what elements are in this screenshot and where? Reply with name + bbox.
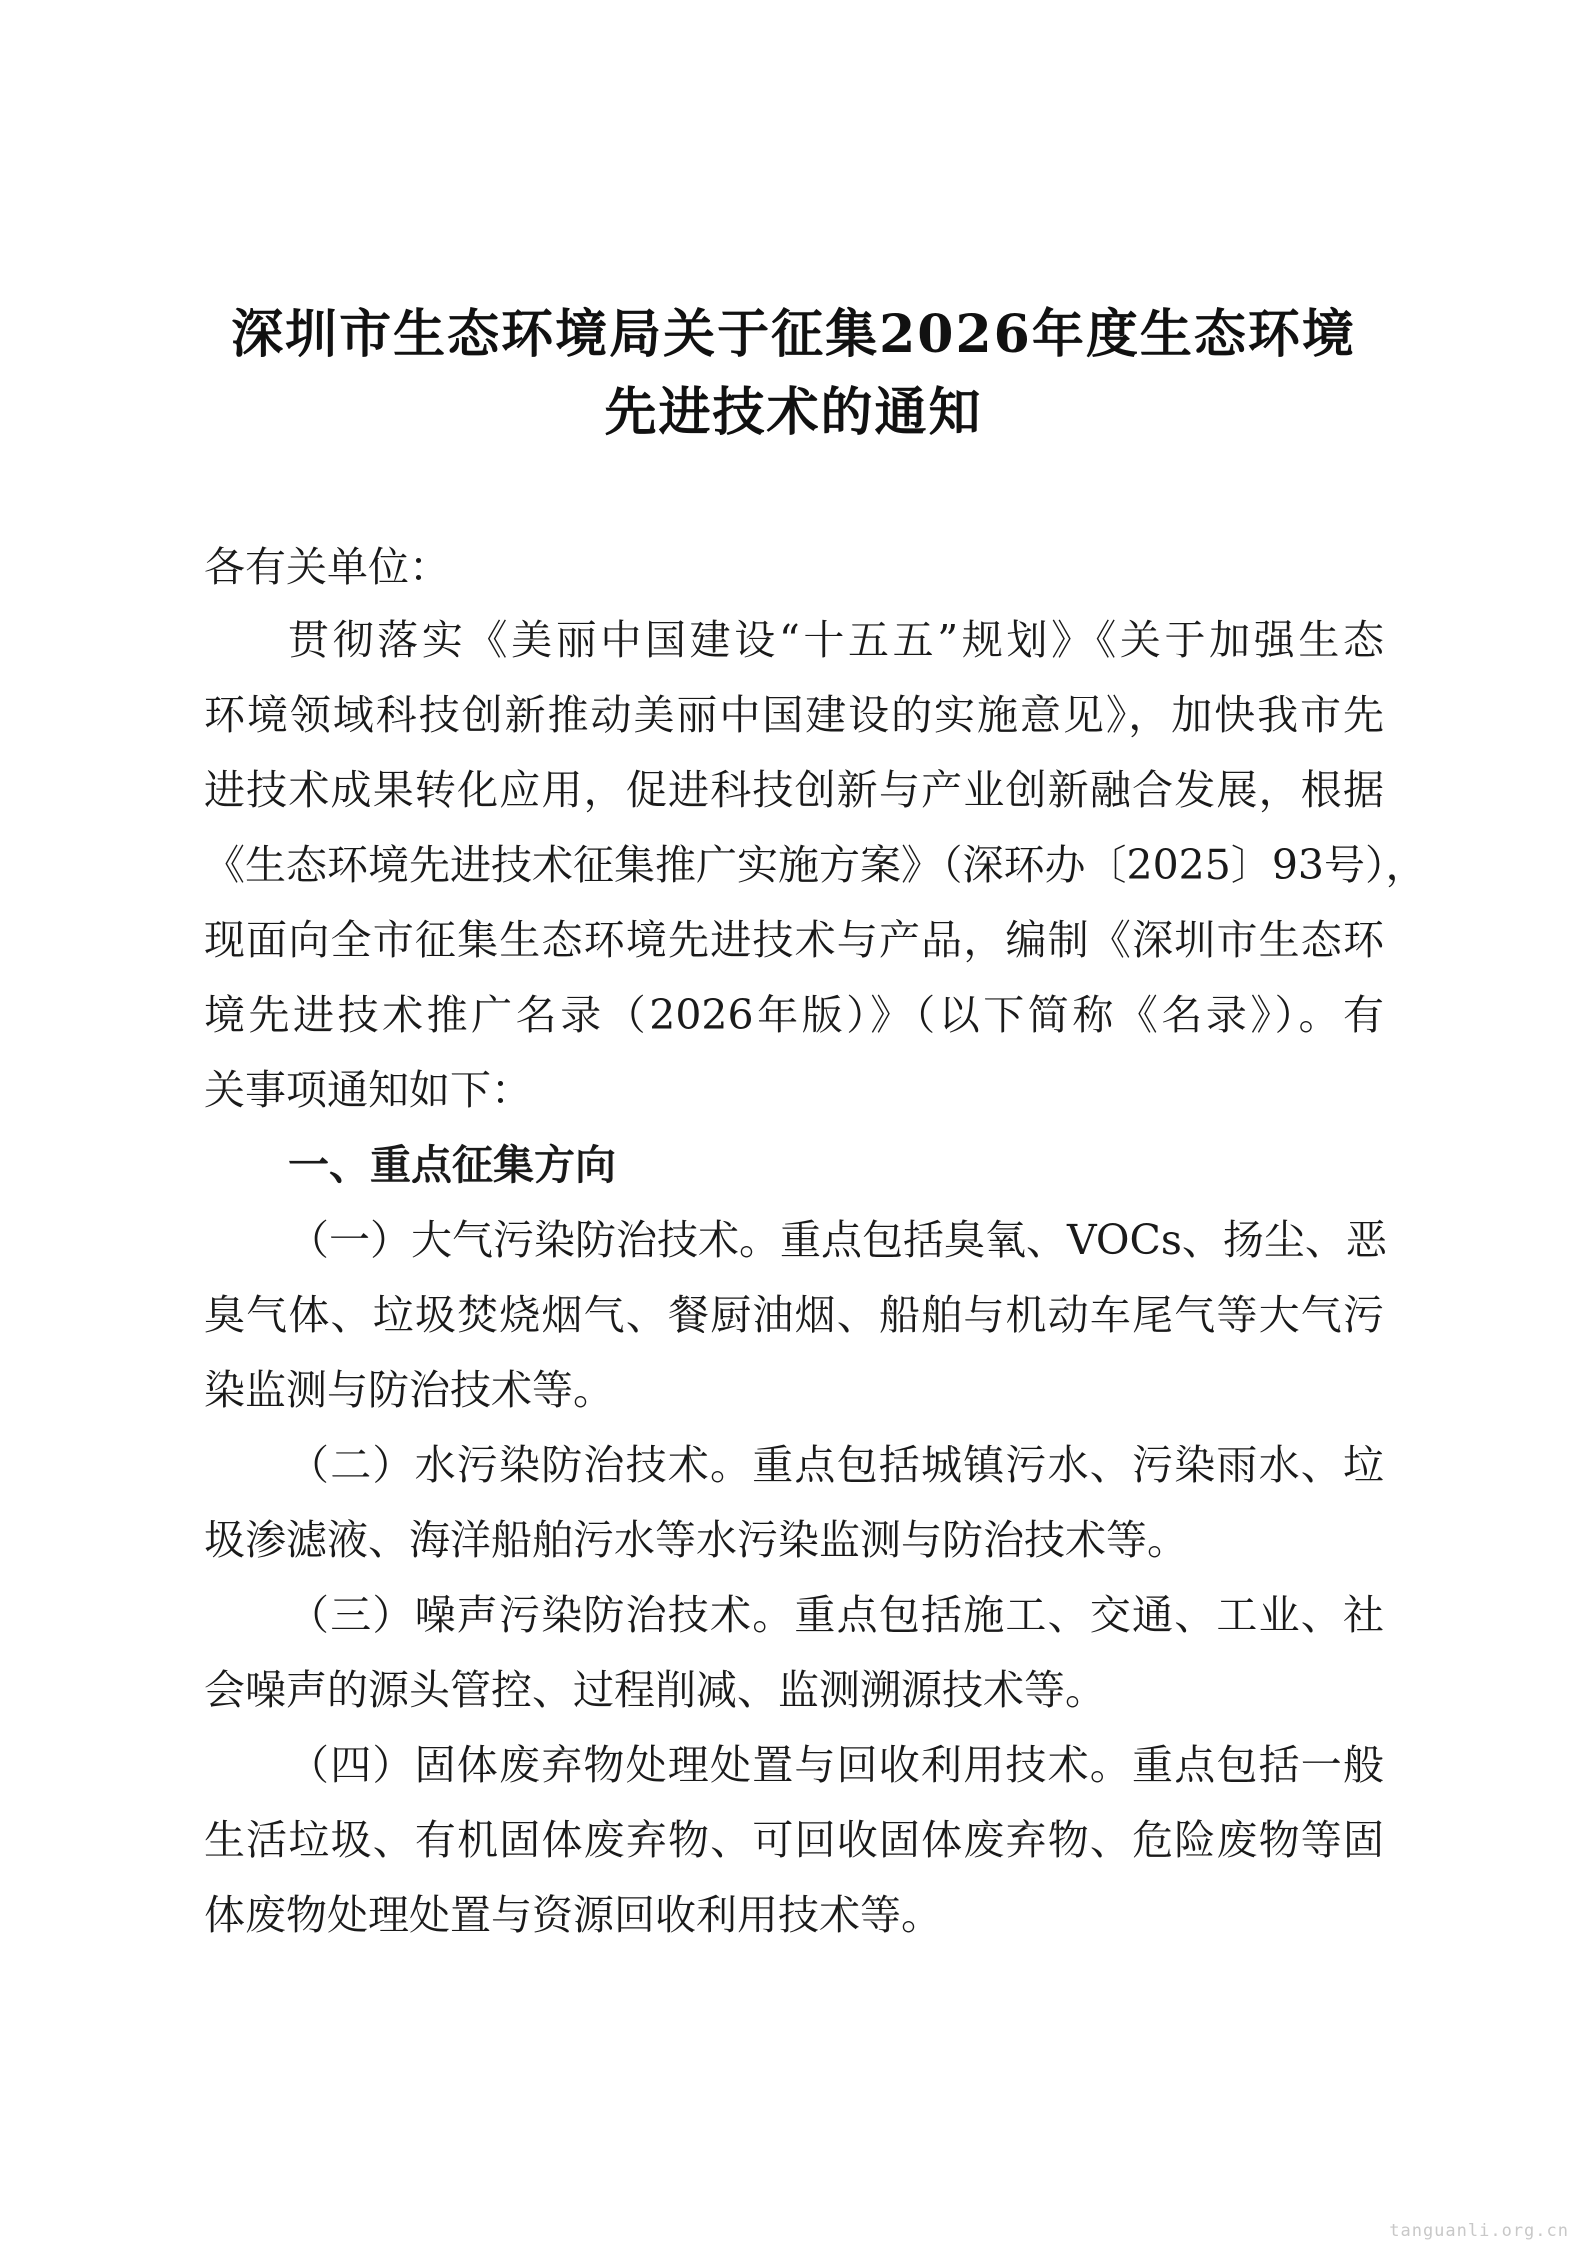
- item-3-line: （三）噪声污染防治技术。重点包括施工、交通、工业、社: [288, 1591, 1384, 1639]
- item-4-line: 体废物处理处置与资源回收利用技术等。: [204, 1891, 942, 1939]
- intro-line: 贯彻落实《美丽中国建设“十五五”规划》《关于加强生态: [288, 616, 1384, 664]
- intro-line: 进技术成果转化应用，促进科技创新与产业创新融合发展，根据: [204, 766, 1384, 814]
- item-3-line: 会噪声的源头管控、过程削减、监测溯源技术等。: [204, 1666, 1106, 1714]
- item-2-line: （二）水污染防治技术。重点包括城镇污水、污染雨水、垃: [288, 1441, 1384, 1489]
- item-1-line: 染监测与防治技术等。: [204, 1366, 614, 1414]
- intro-line: 关事项通知如下：: [204, 1066, 532, 1114]
- document-title-line-1: 深圳市生态环境局关于征集2026年度生态环境: [231, 304, 1356, 365]
- intro-line: 现面向全市征集生态环境先进技术与产品，编制《深圳市生态环: [204, 916, 1384, 964]
- item-4-line: 生活垃圾、有机固体废弃物、可回收固体废弃物、危险废物等固: [204, 1816, 1384, 1864]
- watermark: tanguanli.org.cn: [1389, 2221, 1569, 2241]
- intro-line: 《生态环境先进技术征集推广实施方案》（深环办〔2025〕93号），: [204, 841, 1427, 889]
- intro-line: 环境领域科技创新推动美丽中国建设的实施意见》，加快我市先: [204, 691, 1384, 739]
- item-4-line: （四）固体废弃物处理处置与回收利用技术。重点包括一般: [288, 1741, 1384, 1789]
- item-2-line: 圾渗滤液、海洋船舶污水等水污染监测与防治技术等。: [204, 1516, 1188, 1564]
- salutation: 各有关单位：: [204, 543, 450, 591]
- document-title-line-2: 先进技术的通知: [604, 382, 983, 443]
- item-1-line: 臭气体、垃圾焚烧烟气、餐厨油烟、船舶与机动车尾气等大气污: [204, 1291, 1384, 1339]
- section-heading: 一、重点征集方向: [288, 1141, 616, 1189]
- item-1-line: （一）大气污染防治技术。重点包括臭氧、VOCs、扬尘、恶: [288, 1216, 1387, 1264]
- intro-line: 境先进技术推广名录（2026年版）》（以下简称《名录》）。有: [204, 991, 1384, 1039]
